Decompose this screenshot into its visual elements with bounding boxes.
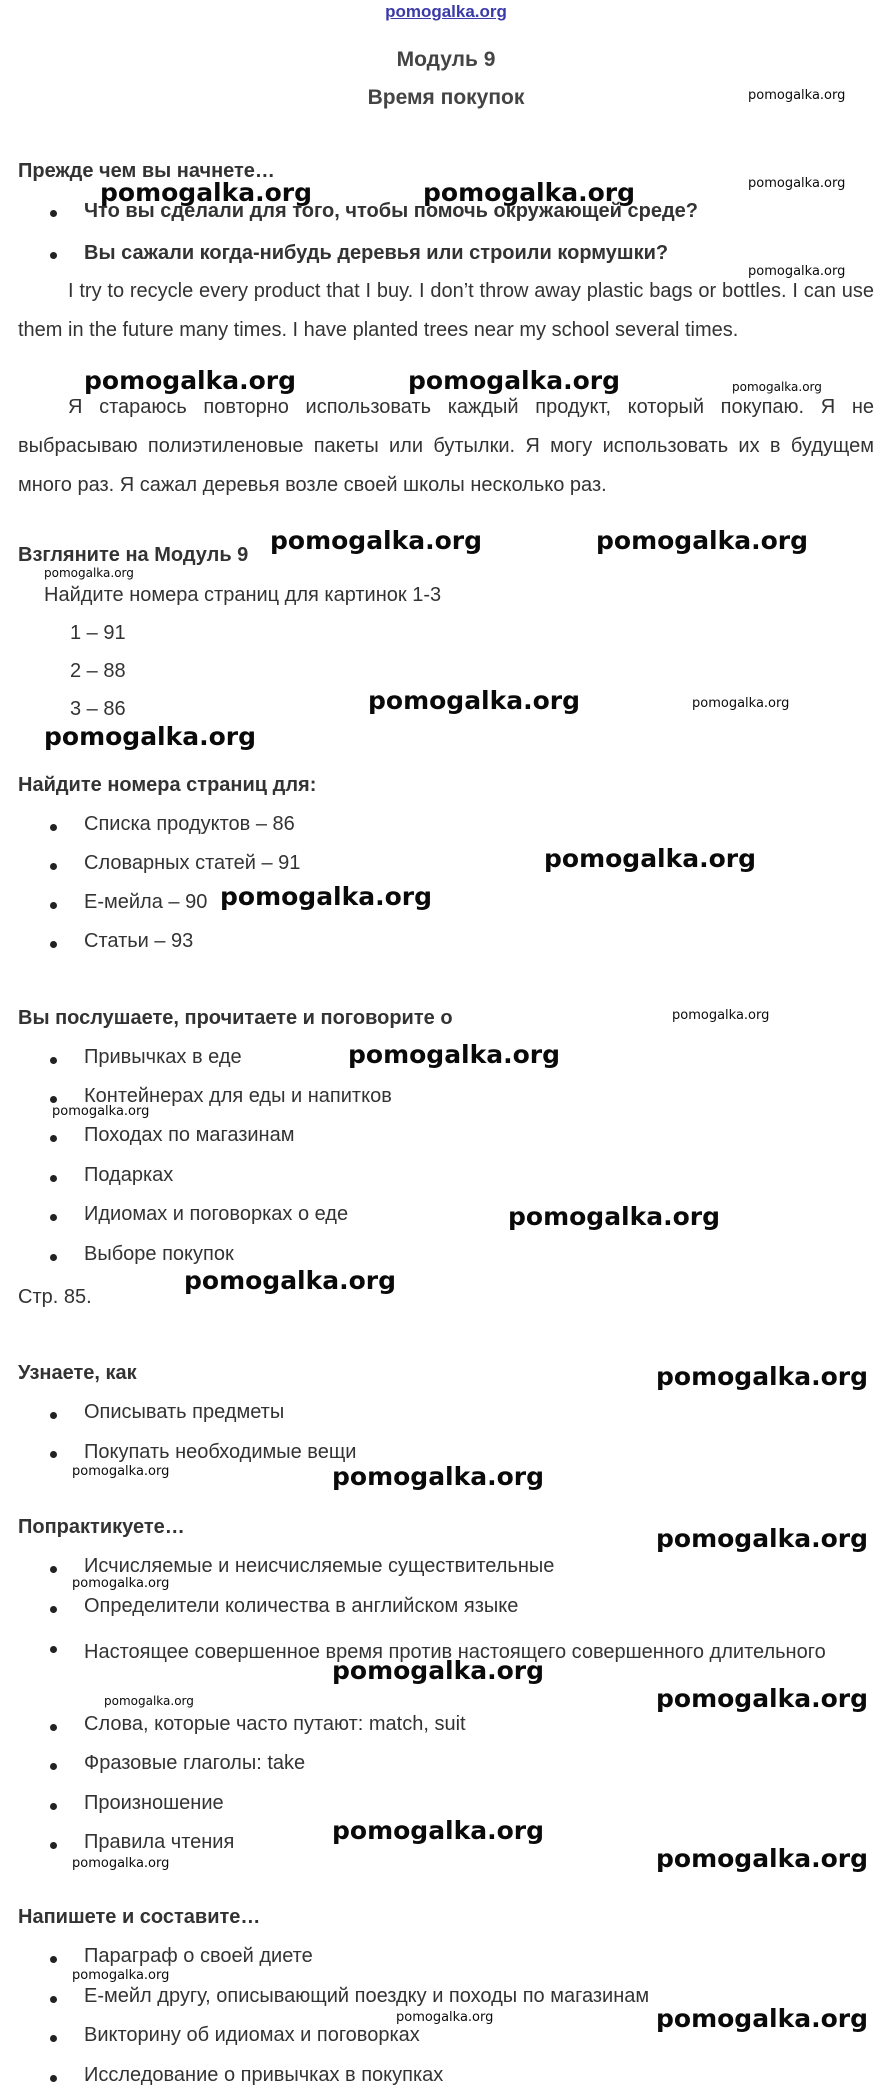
list-item: Идиомах и поговорках о еде [84, 1203, 349, 1225]
bullet-icon [50, 1412, 57, 1419]
watermark: pomogalka.org [748, 176, 846, 191]
list-item: Описывать предметы [84, 1401, 285, 1423]
bullet-icon [50, 1803, 57, 1810]
list-item: Слова, которые часто путают: match, suit [84, 1713, 466, 1735]
list-item: Покупать необходимые вещи [84, 1441, 357, 1463]
bullet-icon [50, 1956, 57, 1963]
list-item: Фразовые глаголы: take [84, 1752, 306, 1774]
watermark: pomogalka.org [220, 882, 433, 911]
watermark: pomogalka.org [44, 722, 257, 751]
bullet-icon [50, 941, 57, 948]
page-reference: Стр. 85. [18, 1286, 92, 1308]
bullet-icon [50, 1135, 57, 1142]
watermark: pomogalka.org [72, 1968, 170, 1983]
list-item: Контейнерах для еды и напитков [84, 1085, 392, 1107]
watermark: pomogalka.org [423, 178, 636, 207]
list-item: Параграф о своей диете [84, 1945, 313, 1967]
bullet-icon [50, 1566, 57, 1573]
watermark: pomogalka.org [656, 1362, 869, 1391]
watermark: pomogalka.org [84, 366, 297, 395]
section-heading-listen-read-talk: Вы послушаете, прочитаете и поговорите о [18, 1007, 453, 1029]
bullet-icon [50, 1646, 57, 1653]
section-heading-find-pages: Найдите номера страниц для: [18, 774, 317, 796]
section-heading-learn-how: Узнаете, как [18, 1362, 137, 1384]
answer-item: 2 – 88 [70, 660, 126, 682]
answer-item: 3 – 86 [70, 698, 126, 720]
bullet-icon [50, 1763, 57, 1770]
section-heading-before-start: Прежде чем вы начнете… [18, 160, 275, 182]
russian-answer-text: Я стараюсь повторно использовать каждый продукт, который покупаю. Я не выбрасываю полиэтиленовые пакеты или бутылки. Я могу использовать их в будущем много раз. Я сажал деревья возле своей школы несколько раз. [18, 396, 874, 496]
list-item: Викторину об идиомах и поговорках [84, 2024, 420, 2046]
english-answer-paragraph [18, 272, 874, 350]
watermark: pomogalka.org [72, 1576, 170, 1591]
watermark: pomogalka.org [596, 526, 809, 555]
watermark: pomogalka.org [52, 1104, 150, 1119]
watermark: pomogalka.org [396, 2010, 494, 2025]
bullet-icon [50, 210, 57, 217]
list-item: Статьи – 93 [84, 930, 194, 952]
watermark: pomogalka.org [508, 1202, 721, 1231]
watermark: pomogalka.org [44, 566, 134, 580]
list-item: Исчисляемые и неисчисляемые существительные [84, 1555, 555, 1577]
site-link[interactable]: pomogalka.org [385, 2, 507, 21]
watermark: pomogalka.org [72, 1856, 170, 1871]
watermark: pomogalka.org [332, 1462, 545, 1491]
task-text: Найдите номера страниц для картинок 1-3 [44, 584, 442, 606]
watermark: pomogalka.org [656, 1524, 869, 1553]
section-heading-write: Напишете и составите… [18, 1906, 261, 1928]
bullet-icon [50, 2075, 57, 2082]
list-item: Словарных статей – 91 [84, 852, 301, 874]
section-heading-look-module: Взгляните на Модуль 9 [18, 544, 249, 566]
bullet-icon [50, 1175, 57, 1182]
bullet-icon [50, 824, 57, 831]
question-2: Вы сажали когда-нибудь деревья или строили кормушки? [84, 242, 669, 264]
watermark: pomogalka.org [104, 1694, 194, 1708]
module-title: Время покупок [367, 86, 525, 109]
bullet-icon [50, 1057, 57, 1064]
bullet-icon [50, 1214, 57, 1221]
watermark: pomogalka.org [184, 1266, 397, 1295]
watermark: pomogalka.org [692, 696, 790, 711]
list-item: Правила чтения [84, 1831, 235, 1853]
list-item: Е-мейл другу, описывающий поездку и походы по магазинам [84, 1985, 650, 2007]
list-item: Привычках в еде [84, 1046, 242, 1068]
bullet-icon [50, 2035, 57, 2042]
list-item: Е-мейла – 90 [84, 891, 208, 913]
bullet-icon [50, 1254, 57, 1261]
watermark: pomogalka.org [656, 1684, 869, 1713]
watermark: pomogalka.org [332, 1816, 545, 1845]
list-item: Настоящее совершенное время против настоящего совершенного длительного [84, 1641, 826, 1663]
list-item: Исследование о привычках в покупках [84, 2064, 444, 2086]
watermark: pomogalka.org [544, 844, 757, 873]
bullet-icon [50, 1996, 57, 2003]
watermark: pomogalka.org [368, 686, 581, 715]
list-item: Подарках [84, 1164, 174, 1186]
bullet-icon [50, 252, 57, 259]
watermark: pomogalka.org [100, 178, 313, 207]
list-item: Списка продуктов – 86 [84, 813, 295, 835]
list-item: Определители количества в английском языке [84, 1595, 519, 1617]
section-heading-practice: Попрактикуете… [18, 1516, 185, 1538]
bullet-icon [50, 1606, 57, 1613]
watermark: pomogalka.org [732, 380, 822, 394]
list-item: Выборе покупок [84, 1243, 234, 1265]
bullet-icon [50, 1842, 57, 1849]
question-1: Что вы сделали для того, чтобы помочь окружающей среде? [84, 200, 699, 222]
watermark: pomogalka.org [72, 1464, 170, 1479]
watermark: pomogalka.org [332, 1656, 545, 1685]
watermark: pomogalka.org [408, 366, 621, 395]
list-item: Походах по магазинам [84, 1124, 295, 1146]
english-answer-text: I try to recycle every product that I buy. I don’t throw away plastic bags or bottles. I can use them in the future many times. I have planted trees near my school several times. [18, 280, 874, 341]
watermark: pomogalka.org [656, 2004, 869, 2033]
bullet-icon [50, 1096, 57, 1103]
list-item: Произношение [84, 1792, 224, 1814]
watermark: pomogalka.org [348, 1040, 561, 1069]
bullet-icon [50, 1724, 57, 1731]
watermark: pomogalka.org [270, 526, 483, 555]
watermark: pomogalka.org [748, 264, 846, 279]
bullet-icon [50, 902, 57, 909]
russian-answer-paragraph [18, 388, 874, 505]
answer-item: 1 – 91 [70, 622, 126, 644]
watermark: pomogalka.org [748, 88, 846, 103]
watermark: pomogalka.org [672, 1008, 770, 1023]
watermark: pomogalka.org [656, 1844, 869, 1873]
bullet-icon [50, 1451, 57, 1458]
module-number: Модуль 9 [396, 48, 496, 71]
bullet-icon [50, 863, 57, 870]
